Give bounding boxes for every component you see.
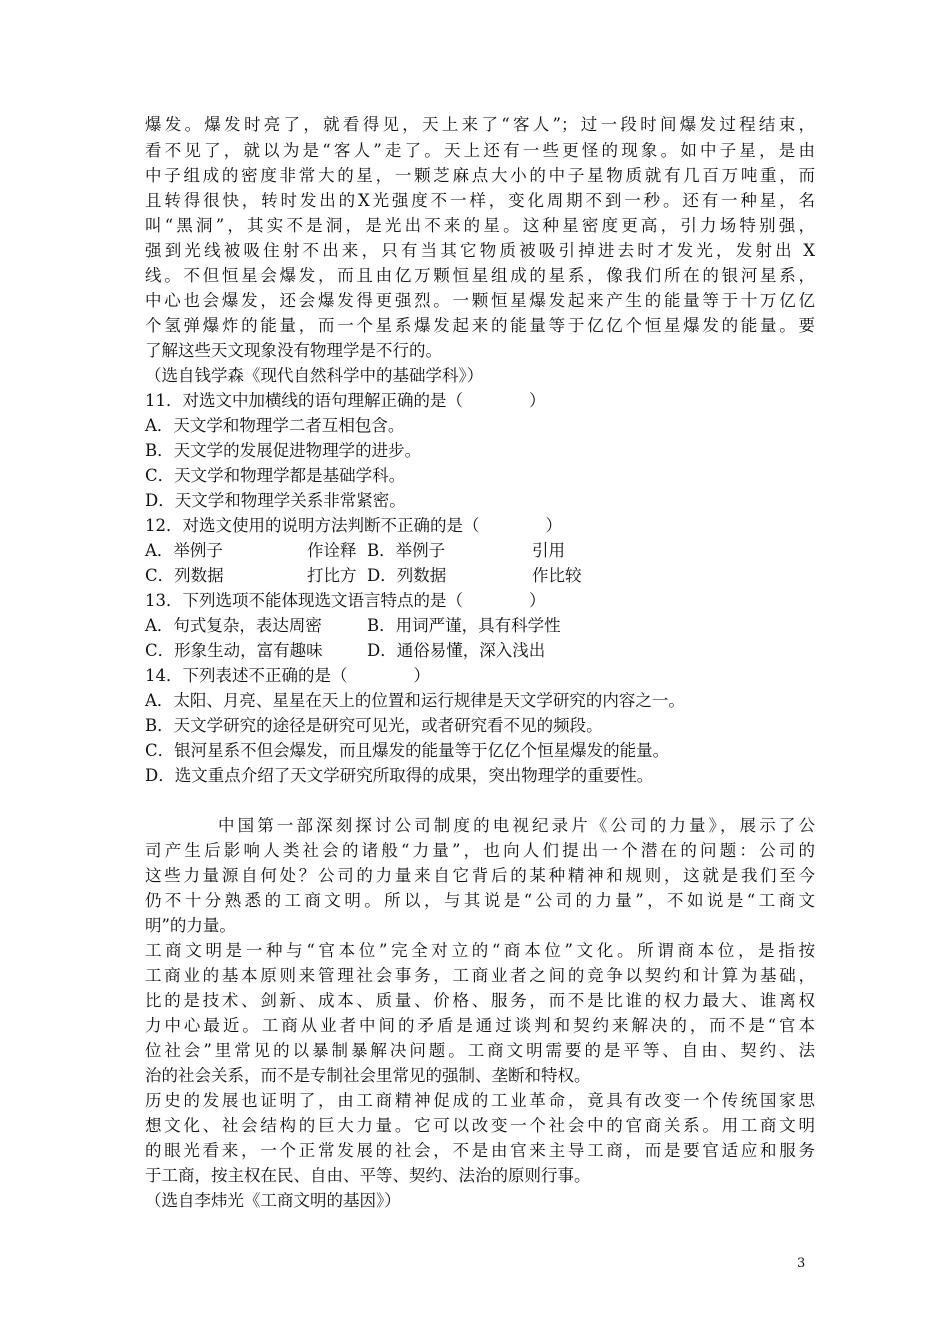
question-stem: 12．对选文使用的说明方法判断不正确的是（ ） <box>145 516 562 535</box>
question-stem: 14．下列表述不正确的是（ ） <box>145 666 430 685</box>
question-stem: 11．对选文中加横线的语句理解正确的是（ ） <box>145 391 546 410</box>
passage-line: 工商业的基本原则来管理社会事务，工商业者之间的竞争以契约和计算为基础， <box>145 966 815 985</box>
option-b-label: B．举例子 <box>367 541 446 560</box>
passage-line: 明”的力量。 <box>145 916 236 935</box>
passage-line: 中子组成的密度非常大的星，一颗芝麻点大小的中子星物质就有几百万吨重，而 <box>145 166 815 185</box>
passage-line: 仍不十分熟悉的工商文明。所以，与其说是“公司的力量”，不如说是“工商文 <box>145 891 815 910</box>
option: D．选文重点介绍了天文学研究所取得的成果，突出物理学的重要性。 <box>145 766 654 785</box>
passage-line: 强到光线被吸住射不出来，只有当其它物质被吸引掉进去时才发光，发射出 X <box>145 241 815 260</box>
passage-line: 于工商，按主权在民、自由、平等、契约、法治的原则行事。 <box>145 1166 591 1185</box>
passage-line: 想文化、社会结构的巨大力量。它可以改变一个社会中的官商关系。用工商文明 <box>145 1116 815 1135</box>
option: C．银河星系不但会爆发，而且爆发的能量等于亿亿个恒星爆发的能量。 <box>145 741 670 760</box>
passage-line: 且转得很快，转时发出的X光强度不一样，变化周期不到一秒。还有一种星，名 <box>145 191 815 210</box>
option-d-text: 作比较 <box>532 566 582 585</box>
option-a-text: 作诠释 <box>307 541 357 560</box>
passage-line: 爆发。爆发时亮了，就看得见，天上来了“客人”；过一段时间爆发过程结束， <box>145 115 815 134</box>
passage-line: 力中心最近。工商从业者中间的矛盾是通过谈判和契约来解决的，而不是“官本 <box>145 1016 815 1035</box>
option: C．形象生动，富有趣味 <box>145 641 323 660</box>
option: C．天文学和物理学都是基础学科。 <box>145 466 406 485</box>
option: D．天文学和物理学关系非常紧密。 <box>145 491 406 510</box>
option: A．句式复杂，表达周密 <box>145 616 322 635</box>
option-d-label: D．列数据 <box>367 566 447 585</box>
option-c-text: 打比方 <box>307 566 357 585</box>
passage-line: 线。不但恒星会爆发，而且由亿万颗恒星组成的星系，像我们所在的银河星系， <box>145 266 815 285</box>
option-c-label: C．列数据 <box>145 566 224 585</box>
page-number: 3 <box>797 1256 806 1271</box>
option: A．太阳、月亮、星星在天上的位置和运行规律是天文学研究的内容之一。 <box>145 691 685 710</box>
option: B．天文学的发展促进物理学的进步。 <box>145 441 422 460</box>
passage-line: 历史的发展也证明了，由工商精神促成的工业革命，竟具有改变一个传统国家思 <box>145 1091 815 1110</box>
option: B．天文学研究的途径是研究可见光，或者研究看不见的频段。 <box>145 716 603 735</box>
passage-line: 中国第一部深刻探讨公司制度的电视纪录片《公司的力量》，展示了公 <box>218 816 815 835</box>
passage-line: 了解这些天文现象没有物理学是不行的。 <box>145 341 442 360</box>
passage-line: 看不见了，就以为是“客人”走了。天上还有一些更怪的现象。如中子星，是由 <box>145 141 815 160</box>
question-stem: 13．下列选项不能体现选文语言特点的是（ ） <box>145 591 546 610</box>
passage-line: 比的是技术、剑新、成本、质量、价格、服务，而不是比谁的权力最大、谁离权 <box>145 991 815 1010</box>
option-a-label: A．举例子 <box>145 541 223 560</box>
passage-line: 司产生后影响人类社会的诸般“力量”，也向人们提出一个潜在的问题：公司的 <box>145 841 815 860</box>
option: D．通俗易懂，深入浅出 <box>367 641 546 660</box>
passage-line: 这些力量源自何处？公司的力量来自它背后的某种精神和规则，这就是我们至今 <box>145 866 815 885</box>
option-b-text: 引用 <box>532 541 565 560</box>
passage-line: 中心也会爆发，还会爆发得更强烈。一颗恒星爆发起来产生的能量等于十万亿亿 <box>145 291 815 310</box>
passage-line: 叫“黑洞”，其实不是洞，是光出不来的星。这种星密度更高，引力场特别强， <box>145 216 815 235</box>
passage-source: （选自李炜光《工商文明的基因》） <box>145 1191 401 1210</box>
passage-line: 个氢弹爆炸的能量，而一个星系爆发起来的能量等于亿亿个恒星爆发的能量。要 <box>145 316 815 335</box>
passage-line: 工商文明是一种与“官本位”完全对立的“商本位”文化。所谓商本位，是指按 <box>145 941 815 960</box>
passage-line: 位社会”里常见的以暴制暴解决问题。工商文明需要的是平等、自由、契约、法 <box>145 1041 815 1060</box>
option: B．用词严谨，具有科学性 <box>367 616 561 635</box>
option: A．天文学和物理学二者互相包含。 <box>145 416 405 435</box>
passage-line: 治的社会关系，而不是专制社会里常见的强制、垄断和特权。 <box>145 1066 591 1085</box>
passage-source: （选自钱学森《现代自然科学中的基础学科》） <box>145 366 484 385</box>
passage-line: 的眼光看来，一个正常发展的社会，不是由官来主导工商，而是要官适应和服务 <box>145 1141 815 1160</box>
